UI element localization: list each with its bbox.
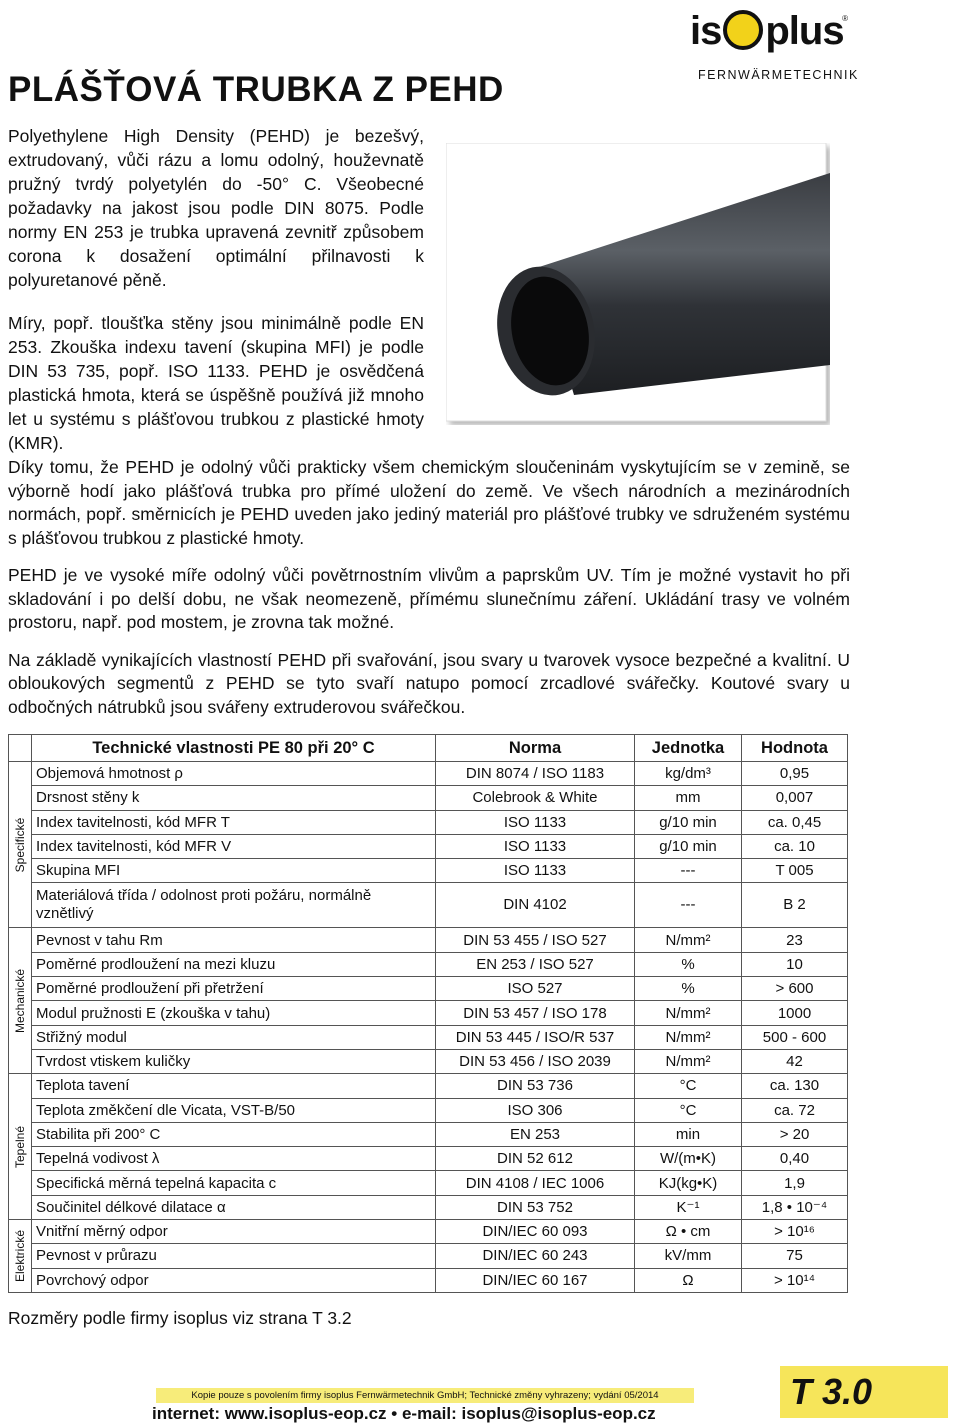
unit-cell: % [635,977,742,1001]
unit-cell: °C [635,1098,742,1122]
logo-subtitle: FERNWÄRMETECHNIK [698,68,859,82]
table-row [9,1025,848,1049]
property-cell: Stabilita při 200° C [32,1122,436,1146]
norm-cell: DIN/IEC 60 093 [436,1220,635,1244]
contact-line: internet: www.isoplus-eop.cz • e-mail: isoplus@isoplus-eop.cz [152,1404,656,1423]
property-cell: Poměrné prodloužení při přetržení [32,977,436,1001]
value-cell: > 10¹⁴ [742,1268,848,1292]
value-cell: ca. 0,45 [742,810,848,834]
table-row [9,1001,848,1025]
unit-cell: min [635,1122,742,1146]
table-row [9,1098,848,1122]
value-cell: 23 [742,928,848,952]
properties-table [8,734,848,1293]
body-text [8,456,850,733]
property-cell: Teplota tavení [32,1074,436,1098]
value-cell: T 005 [742,859,848,883]
table-header-row [9,735,848,762]
logo-text-right: plus [765,9,844,53]
table-row [9,834,848,858]
table-row [9,1195,848,1219]
norm-cell: DIN 4108 / IEC 1006 [436,1171,635,1195]
value-cell: ca. 130 [742,1074,848,1098]
unit-cell: W/(m•K) [635,1147,742,1171]
category-label-text: Tepelné [13,1125,27,1168]
norm-header: Norma [436,735,635,762]
property-header: Technické vlastnosti PE 80 při 20° C [32,735,436,762]
unit-cell: N/mm² [635,928,742,952]
unit-cell: N/mm² [635,1025,742,1049]
value-cell: 42 [742,1049,848,1073]
property-cell: Střižný modul [32,1025,436,1049]
value-cell: 0,95 [742,762,848,786]
property-cell: Tvrdost vtiskem kuličky [32,1049,436,1073]
category-label [9,1220,32,1293]
value-cell: 10 [742,952,848,976]
body-paragraph-1: Díky tomu, že PEHD je odolný vůči prakticky všem chemickým sloučeninám vyskytujícím se v zemině, se výborně hodí jako plášťová trubka pro přímé uložení do země. Ve všech národních a mezinárodních normách, popř. směrnicích je PEHD uveden jako jediný materiál pro plášťové trubky ve sdruženém systému s plášťovou trubkou z plastické hmoty. [8,457,850,548]
table-row [9,883,848,928]
norm-cell: ISO 306 [436,1098,635,1122]
norm-cell: ISO 1133 [436,859,635,883]
pipe-image [446,143,830,425]
unit-cell: g/10 min [635,834,742,858]
property-cell: Objemová hmotnost ρ [32,762,436,786]
value-cell: 1,8 • 10⁻⁴ [742,1195,848,1219]
table-row [9,810,848,834]
property-cell: Specifická měrná tepelná kapacita c [32,1171,436,1195]
value-cell: > 10¹⁶ [742,1220,848,1244]
property-cell: Modul pružnosti E (zkouška v tahu) [32,1001,436,1025]
table-row [9,1268,848,1292]
unit-header: Jednotka [635,735,742,762]
norm-cell: DIN 53 736 [436,1074,635,1098]
category-label-text: Specifické [13,817,27,873]
category-header [9,735,32,762]
property-cell: Poměrné prodloužení na mezi kluzu [32,952,436,976]
table-row [9,1171,848,1195]
property-cell: Materiálová třída / odolnost proti požáru, normálně vznětlivý [32,883,436,928]
body-paragraph-3: Na základě vynikajících vlastností PEHD při svařování, jsou svary u tvarovek vysoce bezpečné a kvalitní. U obloukových segmentů z PEHD se tyto svaří natupo pomocí zrcadlové svářečky. Koutové svary u odbočných nátrubků jsou svářeny extruderovou svářečkou. [8,649,850,717]
norm-cell: DIN 53 457 / ISO 178 [436,1001,635,1025]
category-label-text: Elektrické [13,1229,27,1282]
logo-registered-mark: ® [842,14,848,23]
unit-cell: Ω • cm [635,1220,742,1244]
category-label [9,928,32,1074]
table-row [9,1049,848,1073]
table-row [9,762,848,786]
property-cell: Součinitel délkové dilatace α [32,1195,436,1219]
unit-cell: K⁻¹ [635,1195,742,1219]
norm-cell: EN 253 / ISO 527 [436,952,635,976]
unit-cell: kg/dm³ [635,762,742,786]
unit-cell: g/10 min [635,810,742,834]
body-paragraph-2: PEHD je ve vysoké míře odolný vůči povětrnostním vlivům a paprskům UV. Tím je možné vystavit ho při skladování i po delší dobu, ne však neomezeně, přímému slunečnímu záření. Ukládání trasy ve volném prostoru, např. pod mostem, je zrovna tak možné. [8,565,850,632]
value-cell: 1000 [742,1001,848,1025]
norm-cell: DIN 53 752 [436,1195,635,1219]
table-row [9,786,848,810]
norm-cell: ISO 1133 [436,834,635,858]
property-cell: Pevnost v průrazu [32,1244,436,1268]
logo-wordmark [690,6,844,56]
norm-cell: DIN/IEC 60 167 [436,1268,635,1292]
table-row [9,977,848,1001]
value-cell: B 2 [742,883,848,928]
property-cell: Tepelná vodivost λ [32,1147,436,1171]
logo-ball-icon [723,10,763,50]
unit-cell: --- [635,859,742,883]
norm-cell: DIN 53 455 / ISO 527 [436,928,635,952]
norm-cell: DIN/IEC 60 243 [436,1244,635,1268]
norm-cell: ISO 527 [436,977,635,1001]
unit-cell: °C [635,1074,742,1098]
property-cell: Index tavitelnosti, kód MFR T [32,810,436,834]
property-cell: Skupina MFI [32,859,436,883]
table-row [9,1074,848,1098]
unit-cell: kV/mm [635,1244,742,1268]
property-cell: Teplota změkčení dle Vicata, VST-B/50 [32,1098,436,1122]
value-cell: 75 [742,1244,848,1268]
table-row [9,1220,848,1244]
page-number: T 3.0 [780,1366,948,1418]
unit-cell: --- [635,883,742,928]
table-row [9,928,848,952]
value-cell: ca. 72 [742,1098,848,1122]
unit-cell: N/mm² [635,1001,742,1025]
intro-paragraph-2: Míry, popř. tloušťka stěny jsou minimálně podle EN 253. Zkouška indexu tavení (skupina MFI) je podle DIN 53 735, popř. ISO 1133. PEHD je osvědčená plastická hmota, která se úspěšně používá již mnoho let u systému s plášťovou trubkou z plastické hmoty (KMR). [8,313,424,453]
table-row [9,859,848,883]
table-row [9,1122,848,1146]
category-label [9,1074,32,1220]
unit-cell: Ω [635,1268,742,1292]
intro-text [8,124,424,474]
value-cell: 0,007 [742,786,848,810]
unit-cell: % [635,952,742,976]
table-row [9,1244,848,1268]
value-header: Hodnota [742,735,848,762]
value-cell: 1,9 [742,1171,848,1195]
unit-cell: KJ(kg•K) [635,1171,742,1195]
norm-cell: DIN 52 612 [436,1147,635,1171]
dimensions-note [8,1308,352,1329]
norm-cell: EN 253 [436,1122,635,1146]
value-cell: ca. 10 [742,834,848,858]
copyright-note: Kopie pouze s povolením firmy isoplus Fernwärmetechnik GmbH; Technické změny vyhrazeny; vydání 05/2014 [156,1388,694,1403]
value-cell: 0,40 [742,1147,848,1171]
unit-cell: mm [635,786,742,810]
category-label-text: Mechanické [13,968,27,1033]
value-cell: > 600 [742,977,848,1001]
property-cell: Povrchový odpor [32,1268,436,1292]
value-cell: 500 - 600 [742,1025,848,1049]
norm-cell: DIN 8074 / ISO 1183 [436,762,635,786]
logo-text-left: is [690,9,722,53]
table-body [9,762,848,1293]
norm-cell: ISO 1133 [436,810,635,834]
page-title: PLÁŠŤOVÁ TRUBKA Z PEHD [8,70,504,109]
property-cell: Index tavitelnosti, kód MFR V [32,834,436,858]
category-label [9,762,32,928]
norm-cell: DIN 53 445 / ISO/R 537 [436,1025,635,1049]
norm-cell: DIN 4102 [436,883,635,928]
norm-cell: Colebrook & White [436,786,635,810]
intro-paragraph-1: Polyethylene High Density (PEHD) je bezešvý, extrudovaný, vůči rázu a lomu odolný, houževnatě pružný tvrdý polyetylén do -50° C. Všeobecné požadavky na jakost jsou podle DIN 8075. Podle normy EN 253 je trubka upravená zevnitř způsobem corona k dosažení optimální přilnavosti k polyuretanové pěně. [8,126,424,290]
property-cell: Drsnost stěny k [32,786,436,810]
property-cell: Vnitřní měrný odpor [32,1220,436,1244]
norm-cell: DIN 53 456 / ISO 2039 [436,1049,635,1073]
table-row [9,1147,848,1171]
isoplus-logo [690,6,859,82]
table-row [9,952,848,976]
property-cell: Pevnost v tahu Rm [32,928,436,952]
unit-cell: N/mm² [635,1049,742,1073]
value-cell: > 20 [742,1122,848,1146]
dimensions-note-text: Rozměry podle firmy isoplus viz strana T 3.2 [8,1308,352,1328]
